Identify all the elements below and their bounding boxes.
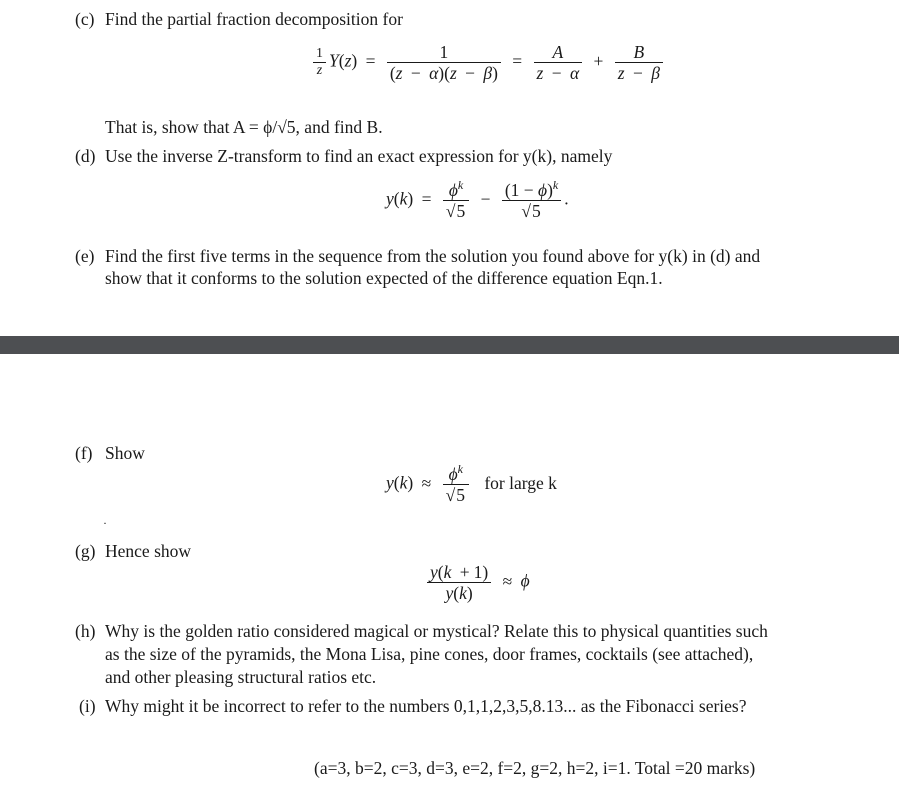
part-i-text: Why might it be incorrect to refer to the numbers 0,1,1,2,3,5,8.13... as the Fibonacci series? [105, 696, 747, 716]
part-h-line2: as the size of the pyramids, the Mona Lisa, pine cones, door frames, cocktails (see attached), [105, 644, 754, 664]
part-d-text: Use the inverse Z-transform to find an exact expression for y(k), namely [105, 146, 613, 166]
part-f-suffix: for large k [484, 472, 557, 493]
y-k-approx-equation: y(k) ≈ $\frac{\phi^k}{√5}$ for large k [386, 462, 557, 505]
partial-fraction-equation: $\frac{1}{z}$ Y(z) = $\frac{1}{(z - \alpha)(z - \beta)}$ = $\frac{A}{z - \alpha}$ + $\frac{B}{z - \beta}$ [310, 42, 666, 83]
marks-summary: (a=3, b=2, c=3, d=3, e=2, f=2, g=2, h=2, i=1. Total =20 marks) [314, 758, 756, 778]
part-f-label: (f) [75, 443, 93, 463]
part-g-label: (g) [75, 541, 96, 561]
part-i-label: (i) [79, 696, 96, 716]
part-h-line3: and other pleasing structural ratios etc. [105, 667, 377, 687]
part-c-follow: That is, show that A = ϕ/√5, and find B. [105, 117, 383, 137]
part-h-label: (h) [75, 621, 96, 641]
ratio-approx-equation: $\frac{y(k + 1)}{y(k)}$ ≈ ϕ [424, 562, 530, 603]
part-e-label: (e) [75, 246, 95, 266]
part-g-text: Hence show [105, 541, 192, 561]
part-e-text-line1: Find the first five terms in the sequence from the solution you found above for y(k) in (d) and [105, 246, 761, 266]
part-d-label: (d) [75, 146, 96, 166]
page-divider [0, 336, 899, 354]
stray-dot: · [103, 516, 107, 530]
part-h-line1: Why is the golden ratio considered magical or mystical? Relate this to physical quantities such [105, 621, 768, 641]
part-c-label: (c) [75, 9, 95, 29]
part-e-text-line2: show that it conforms to the solution expected of the difference equation Eqn.1. [105, 268, 663, 288]
y-k-exact-equation: y(k) = $\frac{\phi^k}{√5}$ − $\frac{(1 - \phi)^k}{√5}$ . [386, 178, 569, 221]
part-c-text: Find the partial fraction decomposition for [105, 9, 403, 29]
part-f-text: Show [105, 443, 145, 463]
